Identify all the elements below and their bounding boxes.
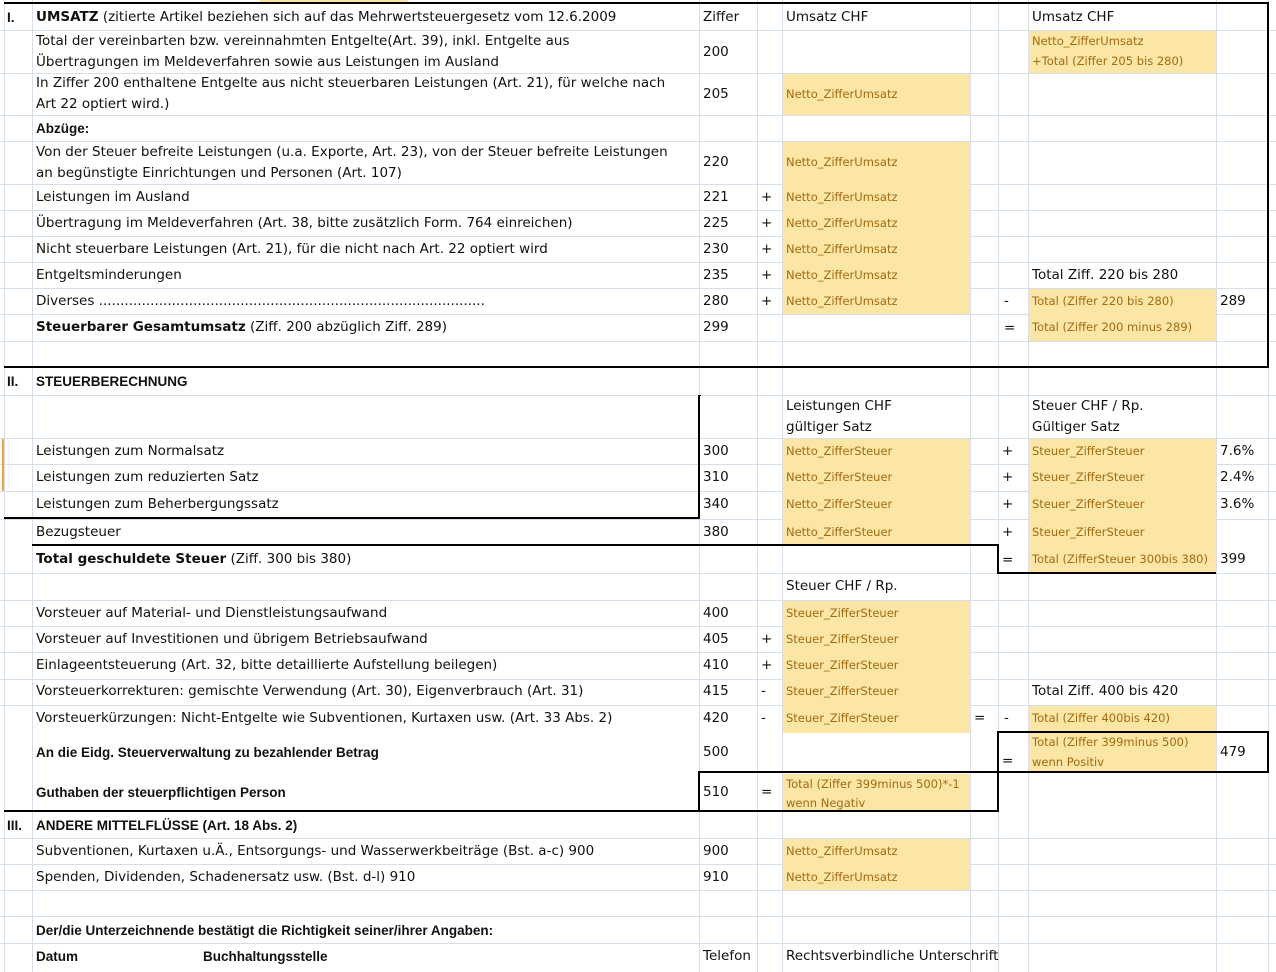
cell-col-e[interactable]: wenn Negativ: [786, 796, 866, 810]
cell-col-h[interactable]: Total (Ziffer 399minus 500): [1032, 735, 1189, 749]
cell-description[interactable]: Übertragungen im Meldeverfahren sowie aus Leistungen im Ausland: [36, 54, 499, 70]
gridline: [998, 0, 999, 972]
cell-ziffer[interactable]: 910: [703, 869, 729, 885]
section-number: II.: [7, 374, 19, 389]
cell-operator[interactable]: +: [761, 293, 773, 309]
gridline: [0, 236, 1276, 237]
cell-description[interactable]: [36, 549, 351, 570]
gridline: [0, 341, 1276, 342]
cell-col-e[interactable]: Netto_ZifferUmsatz: [786, 216, 898, 230]
cell-operator[interactable]: =: [1004, 320, 1016, 336]
gridline: [0, 679, 1276, 680]
cell-col-e[interactable]: Steuer_ZifferSteuer: [786, 658, 899, 672]
cell-description[interactable]: Abzüge:: [36, 121, 90, 136]
cell-ziffer[interactable]: 300: [703, 443, 729, 459]
border: [1267, 731, 1269, 773]
cell-col-i[interactable]: 2.4%: [1220, 469, 1255, 485]
cell-description[interactable]: an begünstigte Einrichtungen und Personen (Art. 107): [36, 165, 402, 181]
cell-col-e[interactable]: Steuer_ZifferSteuer: [786, 684, 899, 698]
cell-operator[interactable]: +: [1002, 469, 1014, 485]
cell-col-e[interactable]: Netto_ZifferUmsatz: [786, 155, 898, 169]
cell-description[interactable]: Guthaben der steuerpflichtigen Person: [36, 785, 286, 800]
cell-description-text: (Ziff. 200 abzüglich Ziff. 289): [245, 319, 447, 335]
cell-col-h[interactable]: Steuer_ZifferSteuer: [1032, 525, 1145, 539]
cell-description[interactable]: Leistungen im Ausland: [36, 189, 190, 205]
border: [700, 395, 701, 396]
border: [997, 544, 999, 573]
cell-col-e[interactable]: Netto_ZifferSteuer: [786, 497, 893, 511]
cell-col-e[interactable]: gültiger Satz: [786, 419, 872, 435]
cell-ziffer[interactable]: 225: [703, 215, 729, 231]
cell-operator[interactable]: +: [761, 657, 773, 673]
cell-col-h[interactable]: Netto_ZifferUmsatz: [1032, 34, 1144, 48]
gridline: [0, 626, 1276, 627]
cell-ziffer[interactable]: 221: [703, 189, 729, 205]
cell-ziffer[interactable]: 405: [703, 631, 729, 647]
cell-col-i[interactable]: 479: [1220, 744, 1246, 760]
gridline: [0, 210, 1276, 211]
cell-col-h[interactable]: Total (Ziffer 220 bis 280): [1032, 294, 1174, 308]
cell-description[interactable]: Leistungen zum Normalsatz: [36, 443, 225, 459]
cell-description[interactable]: [36, 317, 447, 338]
cell-col-e[interactable]: Netto_ZifferSteuer: [786, 525, 893, 539]
cell-col-h[interactable]: Gültiger Satz: [1032, 419, 1120, 435]
cell-col-h[interactable]: Total Ziff. 220 bis 280: [1032, 267, 1179, 283]
border: [698, 771, 998, 773]
cell-col-e[interactable]: Netto_ZifferUmsatz: [786, 242, 898, 256]
cell-description[interactable]: Diverses ..........................................................................................: [36, 293, 485, 309]
cell-col-e[interactable]: Netto_ZifferUmsatz: [786, 294, 898, 308]
cell-operator[interactable]: +: [1002, 524, 1014, 540]
cell-col-e[interactable]: Netto_ZifferUmsatz: [786, 190, 898, 204]
cell-ziffer[interactable]: 415: [703, 683, 729, 699]
cell-operator[interactable]: +: [761, 241, 773, 257]
cell-col-e[interactable]: Netto_ZifferUmsatz: [786, 268, 898, 282]
cell-operator[interactable]: +: [761, 267, 773, 283]
cell-ziffer[interactable]: 380: [703, 524, 729, 540]
cell-col-e[interactable]: Steuer_ZifferSteuer: [786, 632, 899, 646]
border: [32, 544, 999, 546]
cell-col-h[interactable]: Steuer CHF / Rp.: [1032, 398, 1144, 414]
section-title[interactable]: ANDERE MITTELFLÜSSE (Art. 18 Abs. 2): [36, 818, 298, 833]
cell-operator[interactable]: +: [1002, 496, 1014, 512]
cell-operator[interactable]: +: [761, 189, 773, 205]
cell-col-i[interactable]: 399: [1220, 551, 1246, 567]
cell-description[interactable]: Übertragung im Meldeverfahren (Art. 38, bitte zusätzlich Form. 764 einreichen): [36, 215, 573, 231]
cell-col-e[interactable]: Steuer CHF / Rp.: [786, 578, 898, 594]
cell-ziffer[interactable]: 420: [703, 710, 729, 726]
cell-operator[interactable]: +: [761, 215, 773, 231]
cell-description[interactable]: Spenden, Dividenden, Schadenersatz usw. (Bst. d-l) 910: [36, 869, 416, 885]
cell-description[interactable]: In Ziffer 200 enthaltene Entgelte aus nicht steuerbaren Leistungen (Art. 21), für welche nach: [36, 75, 666, 91]
gridline: [0, 115, 1276, 116]
cell-operator[interactable]: +: [761, 631, 773, 647]
gridline: [0, 838, 1276, 839]
cell-ziffer[interactable]: 230: [703, 241, 729, 257]
cell-ziffer[interactable]: 310: [703, 469, 729, 485]
gridline: [970, 0, 971, 972]
gridline: [32, 0, 33, 972]
cell-operator[interactable]: +: [1002, 443, 1014, 459]
cell-col-e[interactable]: Netto_ZifferSteuer: [786, 444, 893, 458]
cell-description[interactable]: Vorsteuerkorrekturen: gemischte Verwendung (Art. 30), Eigenverbrauch (Art. 31): [36, 683, 584, 699]
cell-col-e[interactable]: Steuer_ZifferSteuer: [786, 606, 899, 620]
cell-operator[interactable]: =: [761, 784, 773, 800]
section-number: I.: [7, 10, 15, 25]
cell-description[interactable]: Total der vereinbarten bzw. vereinnahmten Entgelte(Art. 39), inkl. Entgelte aus: [36, 33, 570, 49]
cell-description-bold: Total geschuldete Steuer: [36, 551, 227, 567]
cell-description[interactable]: Subventionen, Kurtaxen u.Ä., Entsorgungs- und Wasserwerkbeiträge (Bst. a-c) 900: [36, 843, 595, 859]
cell-description[interactable]: Einlageentsteuerung (Art. 32, bitte detaillierte Aufstellung beilegen): [36, 657, 498, 673]
border: [4, 366, 1269, 368]
cell-ziffer[interactable]: Ziffer: [703, 9, 740, 25]
gridline: [0, 943, 1276, 944]
cell-ziffer[interactable]: 410: [703, 657, 729, 673]
cell-description[interactable]: Nicht steuerbare Leistungen (Art. 21), für die nicht nach Art. 22 optiert wird: [36, 241, 548, 257]
cell-col-h[interactable]: Steuer_ZifferSteuer: [1032, 497, 1145, 511]
gridline: [0, 184, 1276, 185]
cell-buchhaltungsstelle[interactable]: Buchhaltungsstelle: [203, 949, 328, 964]
cell-description[interactable]: Art 22 optiert wird.): [36, 96, 170, 112]
cell-col-h[interactable]: +Total (Ziffer 205 bis 280): [1032, 54, 1184, 68]
gridline: [0, 890, 1276, 891]
cell-col-e[interactable]: Netto_ZifferUmsatz: [786, 87, 898, 101]
cell-description-bold: UMSATZ: [36, 9, 99, 25]
border: [698, 395, 700, 518]
gridline: [1216, 0, 1217, 972]
cell-description[interactable]: [36, 7, 616, 28]
cell-col-e[interactable]: Leistungen CHF: [786, 398, 892, 414]
border: [4, 517, 700, 519]
gridline: [0, 652, 1276, 653]
cell-ziffer[interactable]: 280: [703, 293, 729, 309]
cell-ziffer[interactable]: 205: [703, 86, 729, 102]
cell-col-h[interactable]: Total Ziff. 400 bis 420: [1032, 683, 1179, 699]
cell-datum[interactable]: Datum: [36, 949, 79, 964]
gridline: [0, 600, 1276, 601]
cell-description[interactable]: Der/die Unterzeichnende bestätigt die Richtigkeit seiner/ihrer Angaben:: [36, 923, 494, 938]
cell-col-h[interactable]: Total (Ziffer 400bis 420): [1032, 711, 1170, 725]
cell-ziffer[interactable]: 340: [703, 496, 729, 512]
cell-ziffer[interactable]: 220: [703, 154, 729, 170]
cell-description[interactable]: Vorsteuerkürzungen: Nicht-Entgelte wie Subventionen, Kurtaxen usw. (Art. 33 Abs. 2): [36, 710, 613, 726]
cell-col-h[interactable]: Total (ZifferSteuer 300bis 380): [1032, 552, 1208, 566]
cell-col-h[interactable]: Steuer_ZifferSteuer: [1032, 444, 1145, 458]
cell-col-h[interactable]: Steuer_ZifferSteuer: [1032, 470, 1145, 484]
cell-ziffer[interactable]: 500: [703, 744, 729, 760]
border: [4, 2, 1269, 4]
section-number: III.: [7, 818, 23, 833]
cell-description-bold: Steuerbarer Gesamtumsatz: [36, 319, 246, 335]
cell-description[interactable]: Bezugsteuer: [36, 524, 121, 540]
section-title[interactable]: STEUERBERECHNUNG: [36, 374, 188, 389]
cell-col-i[interactable]: 3.6%: [1220, 496, 1255, 512]
cell-col-i[interactable]: 289: [1220, 293, 1246, 309]
cell-description[interactable]: Vorsteuer auf Material- und Dienstleistungsaufwand: [36, 605, 388, 621]
gridline: [0, 864, 1276, 865]
gridline: [757, 0, 758, 972]
cell-description-text: (Ziff. 300 bis 380): [226, 551, 352, 567]
cell-ziffer[interactable]: 400: [703, 605, 729, 621]
cell-col-e[interactable]: Netto_ZifferSteuer: [786, 470, 893, 484]
gridline: [0, 262, 1276, 263]
row-marker: [2, 439, 4, 491]
cell-operator[interactable]: -: [761, 710, 766, 726]
cell-description-text: (zitierte Artikel beziehen sich auf das Mehrwertsteuergesetz vom 12.6.2009: [98, 9, 617, 25]
cell-description[interactable]: Vorsteuer auf Investitionen und übrigem Betriebsaufwand: [36, 631, 428, 647]
cell-description[interactable]: Leistungen zum Beherbergungssatz: [36, 496, 279, 512]
cell-ziffer[interactable]: 235: [703, 267, 729, 283]
cell-col-h[interactable]: Total (Ziffer 200 minus 289): [1032, 320, 1193, 334]
cell-ziffer[interactable]: 299: [703, 319, 729, 335]
cell-description[interactable]: Entgeltsminderungen: [36, 267, 182, 283]
cell-col-e[interactable]: Netto_ZifferUmsatz: [786, 870, 898, 884]
cell-col-e[interactable]: Total (Ziffer 399minus 500)*-1: [786, 777, 960, 791]
border: [698, 771, 700, 811]
cell-operator[interactable]: -: [1004, 293, 1009, 309]
border: [997, 572, 1216, 574]
cell-ziffer[interactable]: 200: [703, 44, 729, 60]
border: [1267, 2, 1269, 368]
cell-col-i[interactable]: 7.6%: [1220, 443, 1255, 459]
cell-operator[interactable]: =: [1002, 753, 1014, 769]
cell-col-e[interactable]: Umsatz CHF: [786, 9, 869, 25]
gridline: [0, 916, 1276, 917]
gridline: [4, 0, 5, 972]
cell-telefon[interactable]: Telefon: [703, 948, 751, 964]
cell-col-e[interactable]: Netto_ZifferUmsatz: [786, 844, 898, 858]
cell-operator[interactable]: -: [761, 683, 766, 699]
cell-ziffer[interactable]: 510: [703, 784, 729, 800]
cell-operator[interactable]: =: [974, 710, 986, 726]
cell-description[interactable]: An die Eidg. Steuerverwaltung zu bezahlender Betrag: [36, 745, 379, 760]
cell-col-h[interactable]: wenn Positiv: [1032, 755, 1104, 769]
cell-description[interactable]: Von der Steuer befreite Leistungen (u.a. Exporte, Art. 23), von der Steuer befreite Leistungen: [36, 144, 668, 160]
cell-description[interactable]: Leistungen zum reduzierten Satz: [36, 469, 259, 485]
cell-operator[interactable]: =: [1002, 552, 1014, 568]
cell-signature[interactable]: Rechtsverbindliche Unterschrift: [786, 948, 999, 964]
cell-ziffer[interactable]: 900: [703, 843, 729, 859]
cell-operator[interactable]: -: [1004, 710, 1009, 726]
cell-col-e[interactable]: Steuer_ZifferSteuer: [786, 711, 899, 725]
cell-col-h[interactable]: Umsatz CHF: [1032, 9, 1115, 25]
